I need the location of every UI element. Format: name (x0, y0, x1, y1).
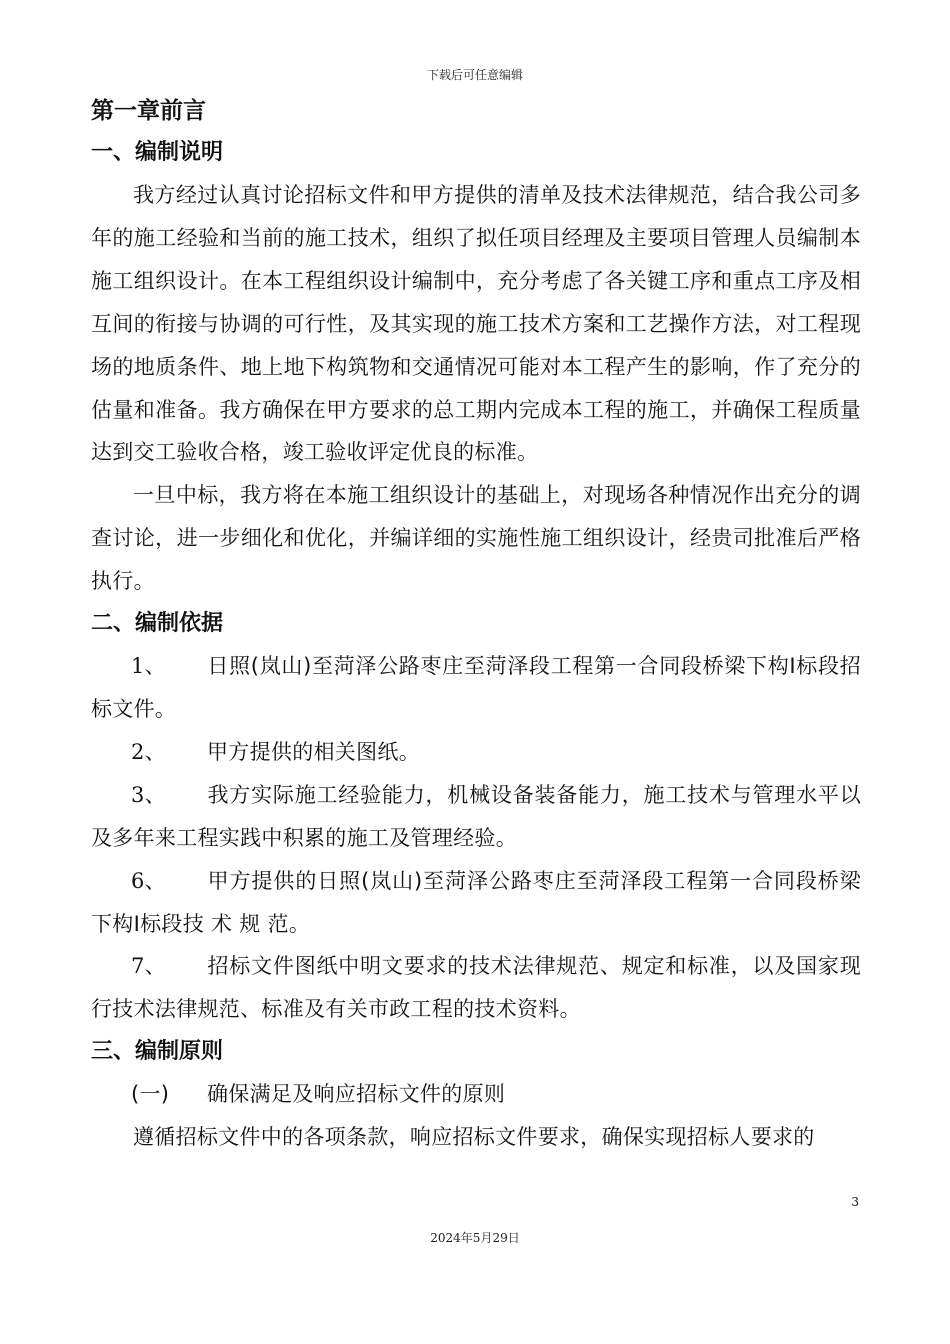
list-item (91, 645, 861, 731)
paragraph: 一旦中标，我方将在本施工组织设计的基础上，对现场各种情况作出充分的调查讨论，进一步细化和优化，并编详细的实施性施工组织设计，经贵司批准后严格执行。 (91, 483, 861, 594)
page-number: 3 (851, 1195, 859, 1209)
list-item (91, 774, 861, 860)
list-item-text: 甲方提供的相关图纸。 (207, 739, 420, 764)
section-heading-1: 一、编制说明 (91, 140, 224, 165)
list-item-number: 2、 (131, 739, 166, 764)
list-item-text: 日照(岚山)至菏泽公路枣庄至菏泽段工程第一合同段桥梁下构Ⅰ标段招标文件。 (91, 654, 861, 721)
list-item (91, 945, 861, 1031)
list-item-number: 1、 (131, 654, 166, 679)
section-heading-2: 二、编制依据 (91, 611, 224, 637)
chapter-title: 第一章前言 (91, 98, 206, 124)
list-item-number: 6、 (131, 868, 166, 893)
sub-heading-text: 确保满足及响应招标文件的原则 (207, 1082, 506, 1107)
page-header: 下载后可任意编辑 (426, 68, 523, 82)
list-item (91, 731, 861, 774)
page-footer-date: 2024年5月29日 (430, 1231, 520, 1245)
paragraph: 遵循招标文件中的各项条款，响应招标文件要求，确保实现招标人要求的 (133, 1125, 815, 1150)
list-item-text: 甲方提供的日照(岚山)至菏泽公路枣庄至菏泽段工程第一合同段桥梁下构Ⅰ标段技 术 规 范。 (91, 868, 861, 936)
paragraph: 我方经过认真讨论招标文件和甲方提供的清单及技术法律规范，结合我公司多年的施工经验和当前的施工技术，组织了拟任项目经理及主要项目管理人员编制本施工组织设计。在本工程组织设计编制中，充分考虑了各关键工序和重点工序及相互间的衔接与协调的可行性，及其实现的施工技术方案和工艺操作方法，对工程现场的地质条件、地上地下构筑物和交通情况可能对本工程产生的影响，作了充分的估量和准备。我方确保在甲方要求的总工期内完成本工程的施工，并确保工程质量达到交工验收合格，竣工验收评定优良的标准。 (91, 183, 861, 465)
sub-heading (91, 1073, 861, 1116)
list-item-text: 招标文件图纸中明文要求的技术法律规范、规定和标准，以及国家现行技术法律规范、标准及有关市政工程的技术资料。 (91, 954, 861, 1022)
sub-heading-number: (一) (131, 1082, 170, 1107)
list-item-number: 7、 (131, 954, 166, 979)
list-item-text: 我方实际施工经验能力，机械设备装备能力，施工技术与管理水平以及多年来工程实践中积累的施工及管理经验。 (91, 782, 861, 850)
document-body (91, 90, 861, 1159)
list-item-number: 3、 (131, 782, 166, 807)
list-item (91, 860, 861, 946)
section-heading-3: 三、编制原则 (91, 1039, 224, 1065)
